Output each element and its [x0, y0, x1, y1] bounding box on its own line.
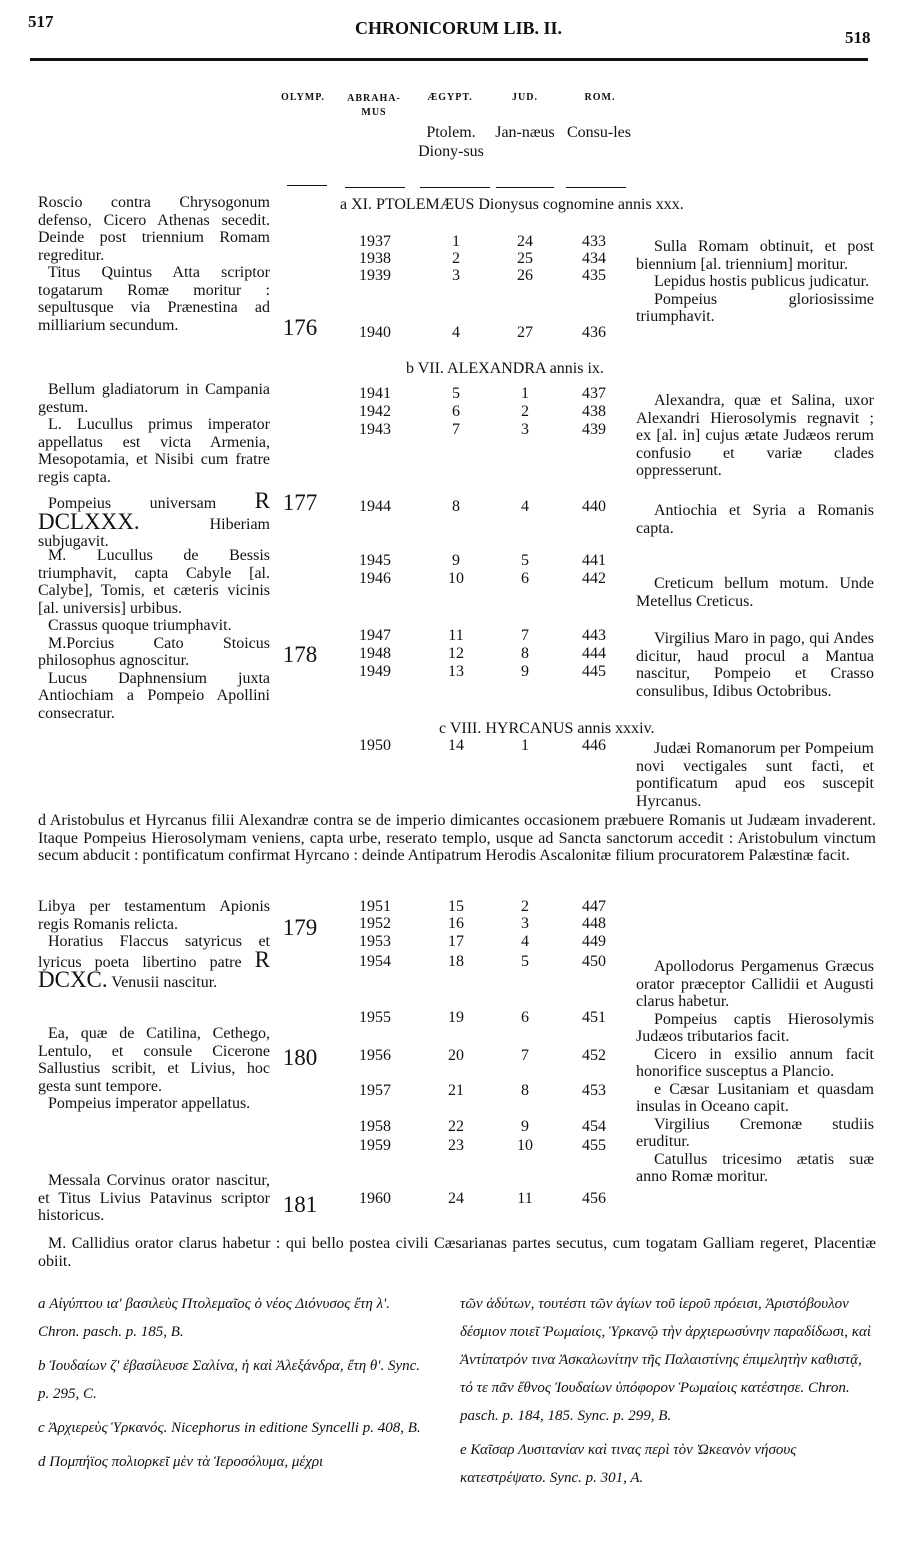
cell-jud: 2: [521, 403, 529, 420]
cell-jud: 5: [521, 953, 529, 970]
cell-jud: 9: [521, 663, 529, 680]
col-divider: [566, 187, 626, 188]
note-text: Pompeius captis Hierosolymis Judæos tributarios facit.: [636, 1010, 874, 1045]
cell-rom: 434: [582, 250, 606, 267]
note-text: Hiberiam subjugavit.: [38, 515, 270, 550]
cell-aeg: 5: [452, 385, 460, 402]
cell-abr: 1960: [359, 1190, 391, 1207]
col-aegypt: ÆGYPT.: [427, 92, 473, 103]
cell-abr: 1955: [359, 1009, 391, 1026]
olympiad-number: 178: [282, 642, 318, 667]
col-abraham: ABRAHA-MUS: [347, 93, 401, 118]
cell-aeg: 16: [448, 915, 464, 932]
cell-abr: 1940: [359, 324, 391, 341]
left-note: [38, 488, 271, 551]
cell-abr: 1957: [359, 1082, 391, 1099]
cell-jud: 11: [517, 1190, 533, 1207]
header-rule: [30, 58, 868, 61]
roman-year: R DCLXXX.: [38, 488, 271, 534]
cell-abr: 1939: [359, 267, 391, 284]
cell-abr: 1938: [359, 250, 391, 267]
left-note: [38, 898, 270, 992]
cell-jud: 25: [517, 250, 533, 267]
cell-rom: 440: [582, 498, 606, 515]
note-text: Pompeius gloriosissime triumphavit.: [636, 290, 874, 325]
olympiad-number: 181: [282, 1192, 318, 1217]
cell-abr: 1948: [359, 645, 391, 662]
cell-aeg: 17: [448, 933, 464, 950]
note-text: M. Callidius orator clarus habetur : qui bello postea civili Cæsarianas partes secutus, cum togatam Galliam regeret, Placentiæ obiit.: [38, 1235, 876, 1270]
cell-jud: 7: [521, 627, 529, 644]
cell-aeg: 11: [448, 627, 464, 644]
cell-jud: 7: [521, 1047, 529, 1064]
right-note: [636, 958, 874, 1186]
cell-jud: 3: [521, 915, 529, 932]
cell-abr: 1947: [359, 627, 391, 644]
cell-jud: 6: [521, 1009, 529, 1026]
cell-rom: 441: [582, 552, 606, 569]
cell-aeg: 19: [448, 1009, 464, 1026]
col-olymp: OLYMP.: [281, 92, 325, 103]
note-text: Lepidus hostis publicus judicatur.: [654, 273, 870, 290]
cell-jud: 26: [517, 267, 533, 284]
cell-rom: 450: [582, 953, 606, 970]
full-width-note: [38, 1235, 876, 1270]
note-text: Virgilius Maro in pago, qui Andes dicitur, haud procul a Mantua nascitur, Pompeio et Crasso consulibus, Idibus Octobribus.: [636, 630, 874, 700]
note-text: Ea, quæ de Catilina, Cethego, Lentulo, et consule Cicerone Sallustius scribit, et Livius, hoc gesta sunt tempore.: [38, 1025, 270, 1095]
right-note: [636, 502, 874, 537]
note-text: Apollodorus Pergamenus Græcus orator præceptor Callidii et Augusti clarus habetur.: [636, 958, 874, 1010]
cell-jud: 5: [521, 552, 529, 569]
cell-rom: 435: [582, 267, 606, 284]
cell-rom: 444: [582, 645, 606, 662]
cell-aeg: 4: [452, 324, 460, 341]
note-text: d Aristobulus et Hyrcanus filii Alexandræ contra se de imperio dimicantes occasionem præbuere Romanis ut Judæam invaderent. Itaque Pompeius Hierosolymam veniens, capta urbe, reserato templo, usque ad Sancta sanctorum accedit : Aristobulum vinctum secum abducit : pontificatum confirmat Hyrcano : deinde Antipatrum Herodis Ascalonitæ filium procuratorem Palæstinæ facit.: [38, 812, 876, 864]
cell-jud: 4: [521, 498, 529, 515]
cell-jud: 2: [521, 898, 529, 915]
cell-rom: 452: [582, 1047, 606, 1064]
right-note: [636, 630, 874, 700]
cell-rom: 454: [582, 1118, 606, 1135]
cell-rom: 456: [582, 1190, 606, 1207]
right-note: [636, 575, 874, 610]
cell-jud: 8: [521, 645, 529, 662]
cell-aeg: 22: [448, 1118, 464, 1135]
note-text: Bellum gladiatorum in Campania gestum.: [38, 381, 270, 416]
cell-abr: 1937: [359, 233, 391, 250]
col-rom: ROM.: [584, 92, 616, 103]
cell-abr: 1951: [359, 898, 391, 915]
cell-abr: 1943: [359, 421, 391, 438]
page-number-left: 517: [28, 12, 54, 31]
cell-rom: 447: [582, 898, 606, 915]
note-text: Alexandra, quæ et Salina, uxor Alexandri Hierosolymis regnavit ; ex [al. in] cujus ætate Judæos rerum confusio et variæ clades oppresserunt.: [636, 392, 874, 479]
footnote: d Πομπήϊος πολιορκεῖ μὲν τὰ Ἱεροσόλυμα, μέχρι: [38, 1454, 324, 1470]
left-note: [38, 381, 270, 486]
cell-abr: 1941: [359, 385, 391, 402]
cell-abr: 1950: [359, 737, 391, 754]
olympiad-number: 177: [282, 490, 318, 515]
footnote: τῶν ἀδύτων, τουτέστι τῶν ἁγίων τοῦ ἱεροῦ πρόεισι, Ἀριστόβουλον δέσμιον ποιεῖ Ῥωμαίοις, Ὑρκανῷ τὴν ἀρχιερωσύνην παραδίδωσι, καὶ Ἀντίπατρόν τινα Ἀσκαλωνίτην τῆς Παλαιστίνης ἐπιμελητὴν καθιστᾷ, τό τε πᾶν ἔθνος Ἰουδαίων ὑπόφορον Ῥωμαίοις κατέστησε. Chron. pasch. p. 184, 185. Sync. p. 299, B.: [460, 1296, 872, 1424]
cell-aeg: 21: [448, 1082, 464, 1099]
olympiad-number: 176: [282, 315, 318, 340]
note-text: Catullus tricesimo ætatis suæ anno Romæ moritur.: [636, 1150, 874, 1185]
cell-jud: 24: [517, 233, 533, 250]
note-text: Cicero in exsilio annum facit honorifice susceptus a Plancio.: [636, 1045, 874, 1080]
reign-heading: b VII. ALEXANDRA annis ix.: [406, 360, 604, 377]
cell-abr: 1946: [359, 570, 391, 587]
full-width-note: [38, 812, 876, 865]
cell-abr: 1958: [359, 1118, 391, 1135]
cell-aeg: 24: [448, 1190, 464, 1207]
cell-rom: 449: [582, 933, 606, 950]
cell-jud: 6: [521, 570, 529, 587]
note-text: e Cæsar Lusitaniam et quasdam insulas in Oceano capit.: [636, 1080, 874, 1115]
cell-rom: 436: [582, 324, 606, 341]
cell-rom: 451: [582, 1009, 606, 1026]
cell-rom: 455: [582, 1137, 606, 1154]
cell-abr: 1949: [359, 663, 391, 680]
cell-aeg: 18: [448, 953, 464, 970]
olympiad-number: 179: [282, 915, 318, 940]
left-note: [38, 194, 270, 334]
cell-aeg: 9: [452, 552, 460, 569]
jud-sub: Jan-næus: [495, 124, 555, 141]
cell-aeg: 6: [452, 403, 460, 420]
olympiad-number: 180: [282, 1045, 318, 1070]
footnote: c Ἀρχιερεὺς Ὑρκανός. Nicephorus in editione Syncelli p. 408, B.: [38, 1420, 421, 1436]
note-text: Libya per testamentum Apionis regis Romanis relicta.: [38, 898, 270, 933]
note-text: Pompeius imperator appellatus.: [48, 1095, 251, 1112]
cell-aeg: 14: [448, 737, 464, 754]
reign-heading: a XI. PTOLEMÆUS Dionysus cognomine annis xxx.: [340, 196, 684, 213]
cell-aeg: 13: [448, 663, 464, 680]
col-divider: [345, 187, 405, 188]
right-note: [636, 238, 874, 326]
note-text: Lucus Daphnensium juxta Antiochiam a Pompeio Apollini consecratur.: [38, 669, 270, 722]
right-note: [636, 392, 874, 480]
cell-jud: 10: [517, 1137, 533, 1154]
note-text: Titus Quintus Atta scriptor togatarum Romæ moritur : sepultusque via Prænestina ad milliarium secundum.: [38, 264, 270, 334]
cell-aeg: 15: [448, 898, 464, 915]
footnote: b Ἰουδαίων ζ' ἐβασίλευσε Σαλίνα, ἡ καὶ Ἀλεξάνδρα, ἔτη θ'. Sync. p. 295, C.: [38, 1358, 421, 1402]
cell-aeg: 20: [448, 1047, 464, 1064]
cell-aeg: 23: [448, 1137, 464, 1154]
roman-year: R DCXC.: [38, 946, 271, 992]
note-text: L. Lucullus primus imperator appellatus est victa Armenia, Mesopotamia, et Nisibi cum fratre regis capta.: [38, 416, 270, 486]
col-divider: [420, 187, 490, 188]
cell-abr: 1942: [359, 403, 391, 420]
cell-aeg: 3: [452, 267, 460, 284]
cell-rom: 448: [582, 915, 606, 932]
page-number-right: 518: [845, 28, 871, 47]
cell-aeg: 1: [452, 233, 460, 250]
cell-aeg: 7: [452, 421, 460, 438]
left-note: [38, 1172, 270, 1225]
cell-aeg: 2: [452, 250, 460, 267]
note-text: Venusii nascitur.: [111, 974, 218, 991]
left-note: [38, 1025, 270, 1113]
cell-abr: 1956: [359, 1047, 391, 1064]
note-text: Roscio contra Chrysogonum defenso, Cicero Athenas secedit. Deinde post triennium Romam regreditur.: [38, 194, 270, 264]
note-text: M. Lucullus de Bessis triumphavit, capta Cabyle [al. Calybe], Tomis, et cæteris vicinis [al. universis] urbibus.: [38, 547, 270, 617]
cell-jud: 3: [521, 421, 529, 438]
cell-aeg: 10: [448, 570, 464, 587]
note-text: Virgilius Cremonæ studiis eruditur.: [636, 1115, 874, 1150]
cell-abr: 1959: [359, 1137, 391, 1154]
cell-jud: 9: [521, 1118, 529, 1135]
cell-rom: 446: [582, 737, 606, 754]
cell-aeg: 8: [452, 498, 460, 515]
note-text: Antiochia et Syria a Romanis capta.: [636, 502, 874, 537]
note-text: Sulla Romam obtinuit, et post biennium [al. triennium] moritur.: [636, 238, 874, 273]
footnote: a Αἰγύπτου ια' βασιλεὺς Πτολεμαῖος ὁ νέος Διόνυσος ἔτη λ'. Chron. pasch. p. 185, B.: [38, 1296, 391, 1340]
rom-sub: Consu-les: [567, 124, 631, 141]
col-divider: [287, 185, 327, 186]
running-title: CHRONICORUM LIB. II.: [355, 18, 563, 38]
cell-rom: 433: [582, 233, 606, 250]
cell-rom: 445: [582, 663, 606, 680]
cell-rom: 438: [582, 403, 606, 420]
footnote: e Καῖσαρ Λυσιτανίαν καὶ τινας περὶ τὸν Ὠκεανὸν νήσους κατεστρέψατο. Sync. p. 301, A.: [460, 1442, 797, 1486]
cell-jud: 27: [517, 324, 533, 341]
right-note: [636, 740, 874, 810]
cell-rom: 437: [582, 385, 606, 402]
cell-abr: 1954: [359, 953, 391, 970]
note-text: Horatius Flaccus satyricus et lyricus poeta libertino patre: [38, 933, 270, 971]
cell-rom: 453: [582, 1082, 606, 1099]
left-note: [38, 547, 270, 722]
cell-jud: 1: [521, 737, 529, 754]
reign-heading: c VIII. HYRCANUS annis xxxiv.: [439, 720, 655, 737]
cell-abr: 1952: [359, 915, 391, 932]
cell-aeg: 12: [448, 645, 464, 662]
cell-jud: 4: [521, 933, 529, 950]
cell-jud: 1: [521, 385, 529, 402]
cell-abr: 1945: [359, 552, 391, 569]
note-text: M.Porcius Cato Stoicus philosophus agnoscitur.: [38, 634, 270, 669]
note-text: Pompeius universam: [48, 495, 217, 512]
footnotes-left: [38, 1290, 433, 1482]
note-text: Crassus quoque triumphavit.: [48, 617, 232, 634]
note-text: Creticum bellum motum. Unde Metellus Creticus.: [636, 575, 874, 610]
cell-rom: 439: [582, 421, 606, 438]
cell-abr: 1953: [359, 933, 391, 950]
aegypt-sub: Ptolem. Diony-sus: [418, 124, 484, 160]
footnotes-right: [460, 1290, 872, 1498]
cell-jud: 8: [521, 1082, 529, 1099]
col-divider: [496, 187, 554, 188]
note-text: Judæi Romanorum per Pompeium novi vectigales sunt facti, et pontificatum apud eos suscepit Hyrcanus.: [636, 740, 874, 810]
cell-rom: 443: [582, 627, 606, 644]
cell-rom: 442: [582, 570, 606, 587]
note-text: Messala Corvinus orator nascitur, et Titus Livius Patavinus scriptor historicus.: [38, 1172, 270, 1224]
cell-abr: 1944: [359, 498, 391, 515]
col-jud: JUD.: [512, 92, 538, 103]
